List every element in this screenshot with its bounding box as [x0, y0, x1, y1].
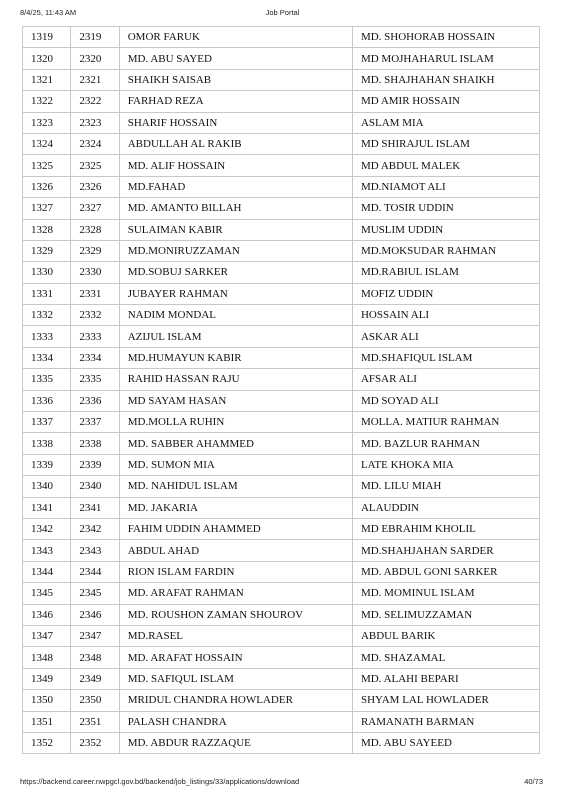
roll-cell: 2326	[71, 176, 119, 197]
serial-cell: 1337	[23, 412, 71, 433]
table-row	[23, 305, 540, 326]
serial-cell: 1350	[23, 690, 71, 711]
father-name-cell: MD.NIAMOT ALI	[352, 176, 539, 197]
roll-cell: 2324	[71, 133, 119, 154]
table-row	[23, 497, 540, 518]
roll-cell: 2332	[71, 305, 119, 326]
applicant-name-cell: MD. SABBER AHAMMED	[119, 433, 352, 454]
applicant-name-cell: MRIDUL CHANDRA HOWLADER	[119, 690, 352, 711]
father-name-cell: SHYAM LAL HOWLADER	[352, 690, 539, 711]
serial-cell: 1344	[23, 561, 71, 582]
serial-cell: 1340	[23, 476, 71, 497]
roll-cell: 2329	[71, 240, 119, 261]
applicant-name-cell: MD. ARAFAT HOSSAIN	[119, 647, 352, 668]
serial-cell: 1322	[23, 91, 71, 112]
roll-cell: 2338	[71, 433, 119, 454]
table-row	[23, 711, 540, 732]
serial-cell: 1333	[23, 326, 71, 347]
roll-cell: 2325	[71, 155, 119, 176]
applicant-name-cell: MD.MONIRUZZAMAN	[119, 240, 352, 261]
applicant-name-cell: NADIM MONDAL	[119, 305, 352, 326]
roll-cell: 2347	[71, 625, 119, 646]
father-name-cell: MD. SHAZAMAL	[352, 647, 539, 668]
serial-cell: 1336	[23, 390, 71, 411]
serial-cell: 1347	[23, 625, 71, 646]
print-header	[0, 8, 565, 22]
table-row	[23, 69, 540, 90]
father-name-cell: ASKAR ALI	[352, 326, 539, 347]
roll-cell: 2333	[71, 326, 119, 347]
table-row	[23, 583, 540, 604]
roll-cell: 2334	[71, 347, 119, 368]
father-name-cell: MD. SELIMUZZAMAN	[352, 604, 539, 625]
applicant-name-cell: MD.FAHAD	[119, 176, 352, 197]
serial-cell: 1321	[23, 69, 71, 90]
applicants-table-body	[23, 27, 540, 754]
applicant-name-cell: MD. AMANTO BILLAH	[119, 198, 352, 219]
applicant-name-cell: AZIJUL ISLAM	[119, 326, 352, 347]
table-row	[23, 176, 540, 197]
father-name-cell: MD.MOKSUDAR RAHMAN	[352, 240, 539, 261]
table-row	[23, 604, 540, 625]
roll-cell: 2350	[71, 690, 119, 711]
serial-cell: 1349	[23, 668, 71, 689]
table-row	[23, 690, 540, 711]
roll-cell: 2344	[71, 561, 119, 582]
roll-cell: 2339	[71, 454, 119, 475]
serial-cell: 1334	[23, 347, 71, 368]
table-row	[23, 518, 540, 539]
applicant-name-cell: MD SAYAM HASAN	[119, 390, 352, 411]
table-row	[23, 219, 540, 240]
page-number: 40/73	[524, 777, 543, 786]
table-row	[23, 369, 540, 390]
roll-cell: 2345	[71, 583, 119, 604]
applicant-name-cell: ABDULLAH AL RAKIB	[119, 133, 352, 154]
applicant-name-cell: MD. SAFIQUL ISLAM	[119, 668, 352, 689]
applicant-name-cell: MD. ABDUR RAZZAQUE	[119, 732, 352, 753]
father-name-cell: MD SHIRAJUL ISLAM	[352, 133, 539, 154]
applicant-name-cell: MD. ALIF HOSSAIN	[119, 155, 352, 176]
father-name-cell: MUSLIM UDDIN	[352, 219, 539, 240]
father-name-cell: MOLLA. MATIUR RAHMAN	[352, 412, 539, 433]
father-name-cell: MD ABDUL MALEK	[352, 155, 539, 176]
father-name-cell: MD EBRAHIM KHOLIL	[352, 518, 539, 539]
serial-cell: 1339	[23, 454, 71, 475]
roll-cell: 2320	[71, 48, 119, 69]
serial-cell: 1332	[23, 305, 71, 326]
father-name-cell: MD.SHAHJAHAN SARDER	[352, 540, 539, 561]
roll-cell: 2331	[71, 283, 119, 304]
serial-cell: 1348	[23, 647, 71, 668]
roll-cell: 2341	[71, 497, 119, 518]
roll-cell: 2322	[71, 91, 119, 112]
table-row	[23, 647, 540, 668]
applicant-name-cell: MD. ARAFAT RAHMAN	[119, 583, 352, 604]
applicant-name-cell: FARHAD REZA	[119, 91, 352, 112]
roll-cell: 2336	[71, 390, 119, 411]
father-name-cell: MD. SHAJHAHAN SHAIKH	[352, 69, 539, 90]
applicant-name-cell: RION ISLAM FARDIN	[119, 561, 352, 582]
roll-cell: 2321	[71, 69, 119, 90]
roll-cell: 2337	[71, 412, 119, 433]
father-name-cell: LATE KHOKA MIA	[352, 454, 539, 475]
roll-cell: 2323	[71, 112, 119, 133]
table-row	[23, 48, 540, 69]
father-name-cell: MD MOJHAHARUL ISLAM	[352, 48, 539, 69]
father-name-cell: MD. TOSIR UDDIN	[352, 198, 539, 219]
father-name-cell: MD.RABIUL ISLAM	[352, 262, 539, 283]
father-name-cell: RAMANATH BARMAN	[352, 711, 539, 732]
serial-cell: 1335	[23, 369, 71, 390]
father-name-cell: MOFIZ UDDIN	[352, 283, 539, 304]
serial-cell: 1351	[23, 711, 71, 732]
father-name-cell: MD. LILU MIAH	[352, 476, 539, 497]
father-name-cell: MD. ALAHI BEPARI	[352, 668, 539, 689]
applicant-name-cell: FAHIM UDDIN AHAMMED	[119, 518, 352, 539]
father-name-cell: MD SOYAD ALI	[352, 390, 539, 411]
applicant-name-cell: MD.MOLLA RUHIN	[119, 412, 352, 433]
page-url: https://backend.career.nwpgcl.gov.bd/backend/job_listings/33/applications/download	[20, 777, 300, 786]
roll-cell: 2327	[71, 198, 119, 219]
applicant-name-cell: OMOR FARUK	[119, 27, 352, 48]
serial-cell: 1346	[23, 604, 71, 625]
applicant-name-cell: MD.SOBUJ SARKER	[119, 262, 352, 283]
applicant-name-cell: MD. SUMON MIA	[119, 454, 352, 475]
table-row	[23, 262, 540, 283]
table-row	[23, 112, 540, 133]
father-name-cell: MD AMIR HOSSAIN	[352, 91, 539, 112]
father-name-cell: MD. BAZLUR RAHMAN	[352, 433, 539, 454]
father-name-cell: HOSSAIN ALI	[352, 305, 539, 326]
applicant-name-cell: SHARIF HOSSAIN	[119, 112, 352, 133]
roll-cell: 2346	[71, 604, 119, 625]
table-row	[23, 540, 540, 561]
father-name-cell: ALAUDDIN	[352, 497, 539, 518]
roll-cell: 2351	[71, 711, 119, 732]
father-name-cell: ASLAM MIA	[352, 112, 539, 133]
serial-cell: 1345	[23, 583, 71, 604]
roll-cell: 2340	[71, 476, 119, 497]
table-row	[23, 27, 540, 48]
table-row	[23, 390, 540, 411]
roll-cell: 2349	[71, 668, 119, 689]
roll-cell: 2343	[71, 540, 119, 561]
table-row	[23, 625, 540, 646]
father-name-cell: MD. ABDUL GONI SARKER	[352, 561, 539, 582]
applicant-name-cell: MD.HUMAYUN KABIR	[119, 347, 352, 368]
father-name-cell: MD. SHOHORAB HOSSAIN	[352, 27, 539, 48]
roll-cell: 2319	[71, 27, 119, 48]
applicant-name-cell: MD. NAHIDUL ISLAM	[119, 476, 352, 497]
serial-cell: 1320	[23, 48, 71, 69]
serial-cell: 1343	[23, 540, 71, 561]
father-name-cell: ABDUL BARIK	[352, 625, 539, 646]
serial-cell: 1338	[23, 433, 71, 454]
page-title: Job Portal	[265, 8, 300, 17]
roll-cell: 2330	[71, 262, 119, 283]
serial-cell: 1331	[23, 283, 71, 304]
print-datetime: 8/4/25, 11:43 AM	[20, 8, 77, 17]
table-row	[23, 198, 540, 219]
serial-cell: 1326	[23, 176, 71, 197]
serial-cell: 1323	[23, 112, 71, 133]
father-name-cell: MD.SHAFIQUL ISLAM	[352, 347, 539, 368]
father-name-cell: AFSAR ALI	[352, 369, 539, 390]
applicant-name-cell: PALASH CHANDRA	[119, 711, 352, 732]
serial-cell: 1327	[23, 198, 71, 219]
roll-cell: 2335	[71, 369, 119, 390]
table-row	[23, 412, 540, 433]
table-row	[23, 561, 540, 582]
applicant-name-cell: MD. JAKARIA	[119, 497, 352, 518]
serial-cell: 1342	[23, 518, 71, 539]
roll-cell: 2342	[71, 518, 119, 539]
serial-cell: 1324	[23, 133, 71, 154]
applicant-name-cell: RAHID HASSAN RAJU	[119, 369, 352, 390]
serial-cell: 1319	[23, 27, 71, 48]
serial-cell: 1325	[23, 155, 71, 176]
serial-cell: 1341	[23, 497, 71, 518]
applicant-name-cell: SULAIMAN KABIR	[119, 219, 352, 240]
table-row	[23, 283, 540, 304]
table-row	[23, 433, 540, 454]
table-row	[23, 668, 540, 689]
serial-cell: 1329	[23, 240, 71, 261]
table-row	[23, 155, 540, 176]
serial-cell: 1352	[23, 732, 71, 753]
table-row	[23, 476, 540, 497]
applicant-name-cell: JUBAYER RAHMAN	[119, 283, 352, 304]
table-row	[23, 732, 540, 753]
applicant-name-cell: MD. ABU SAYED	[119, 48, 352, 69]
applicants-table	[22, 26, 540, 754]
print-footer	[0, 777, 565, 791]
table-row	[23, 91, 540, 112]
father-name-cell: MD. MOMINUL ISLAM	[352, 583, 539, 604]
applicant-name-cell: MD.RASEL	[119, 625, 352, 646]
table-row	[23, 347, 540, 368]
roll-cell: 2352	[71, 732, 119, 753]
serial-cell: 1330	[23, 262, 71, 283]
roll-cell: 2328	[71, 219, 119, 240]
table-row	[23, 454, 540, 475]
applicant-name-cell: MD. ROUSHON ZAMAN SHOUROV	[119, 604, 352, 625]
table-row	[23, 133, 540, 154]
applicant-name-cell: ABDUL AHAD	[119, 540, 352, 561]
table-row	[23, 326, 540, 347]
roll-cell: 2348	[71, 647, 119, 668]
applicant-name-cell: SHAIKH SAISAB	[119, 69, 352, 90]
table-row	[23, 240, 540, 261]
father-name-cell: MD. ABU SAYEED	[352, 732, 539, 753]
serial-cell: 1328	[23, 219, 71, 240]
